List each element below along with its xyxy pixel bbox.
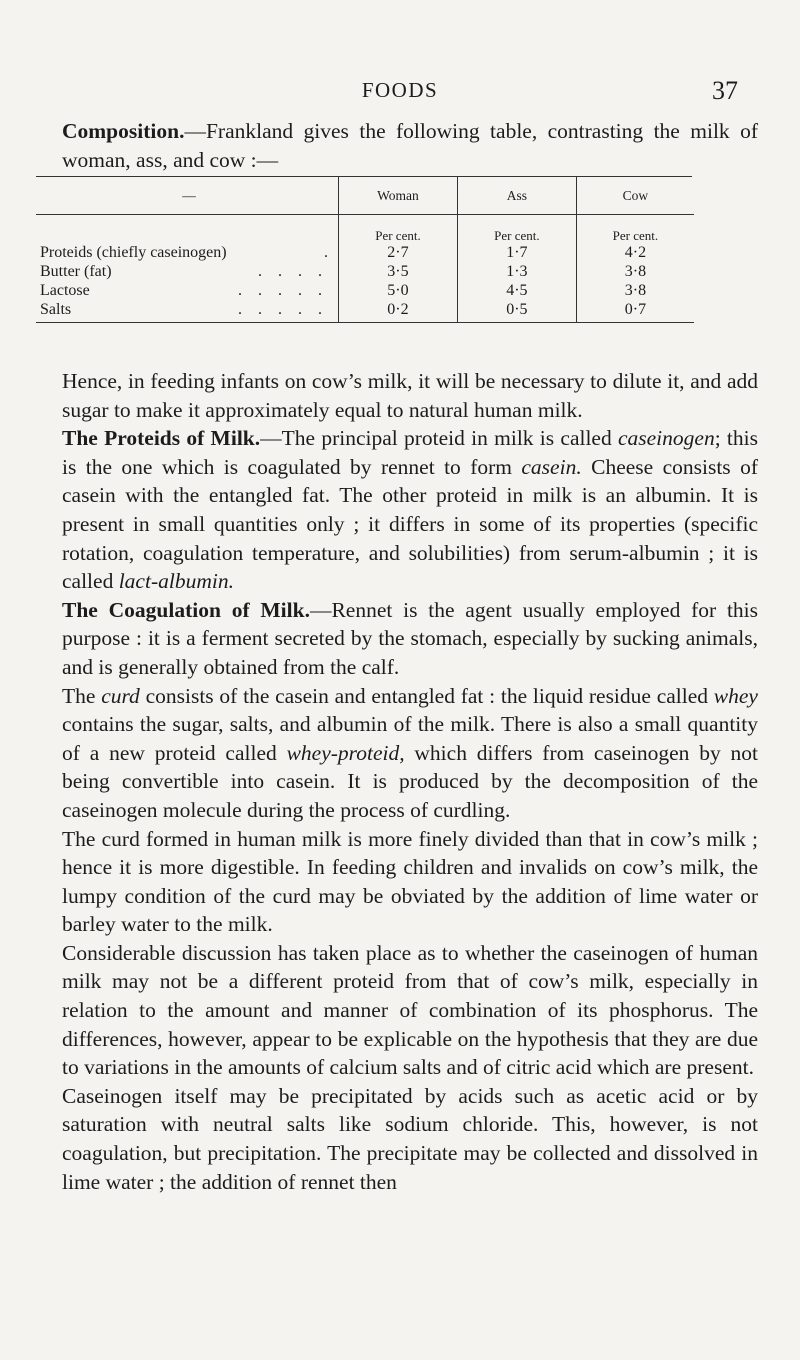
page-number: 37 [712, 76, 738, 105]
paragraph: The Proteids of Milk.—The principal proteid in milk is called caseinogen; this is the one which is coagulated by rennet to form casein. Cheese consists of casein with the entangled fat. The other proteid in milk is an albumin. It is present in small quantities only ; it differs in some of its properties (specific rotation, coagulation temperature, and solubilities) from serum-albumin ; it is called lact-albumin. [62, 426, 758, 594]
row-leader: . . . . [258, 263, 328, 280]
row-label: Salts [40, 301, 72, 318]
table-row [36, 281, 694, 300]
paragraph: The curd formed in human milk is more finely divided than that in cow’s milk ; hence it is more digestible. In feeding children and invalids on cow’s milk, the lumpy condition of the curd may be obviated by the addition of lime water or barley water to the milk. [62, 826, 758, 937]
table-row [36, 300, 694, 323]
cell-woman: 5·0 [339, 281, 458, 300]
header-woman: Woman [339, 176, 458, 215]
unit-ass: Per cent. [457, 215, 576, 244]
header-cow: Cow [576, 176, 694, 215]
table-row [36, 262, 694, 281]
row-label: Proteids (chiefly caseinogen) [40, 244, 227, 261]
cell-ass: 4·5 [457, 281, 576, 300]
paragraph: Hence, in feeding infants on cow’s milk, it will be necessary to dilute it, and add sugar to make it approximately equal to natural human milk. [62, 369, 758, 422]
composition-table [36, 176, 694, 323]
running-head [0, 76, 800, 106]
unit-cow: Per cent. [576, 215, 694, 244]
paragraph: Caseinogen itself may be precipitated by acids such as acetic acid or by saturation with neutral salts like sodium chloride. This, however, is not coagulation, but precipitation. The precipitate may be collected and dissolved in lime water ; the addition of rennet then [62, 1083, 758, 1194]
body-text [62, 367, 758, 1196]
table-row [36, 243, 694, 262]
row-label: Butter (fat) [40, 263, 112, 280]
row-leader: . [324, 244, 328, 261]
intro-text: —Frankland gives the following table, contrasting the milk of woman, ass, and cow :— [62, 119, 758, 172]
intro-heading: Composition. [62, 119, 185, 143]
cell-cow: 3·8 [576, 281, 694, 300]
cell-ass: 0·5 [457, 300, 576, 323]
header-ass: Ass [457, 176, 576, 215]
section-heading: The Coagulation of Milk. [62, 597, 310, 622]
cell-woman: 2·7 [339, 243, 458, 262]
header-blank: — [36, 176, 339, 215]
unit-row [36, 215, 694, 244]
paragraph: Considerable discussion has taken place as to whether the caseinogen of human milk may not be a different proteid from that of cow’s milk, especially in relation to the amount and manner of combination of its phosphorus. The differences, however, appear to be explicable on the hypothesis that they are due to variations in the amounts of calcium salts and of citric acid which are present. [62, 940, 758, 1080]
cell-cow: 4·2 [576, 243, 694, 262]
intro-paragraph [62, 117, 758, 174]
paragraph: The curd consists of the casein and entangled fat : the liquid residue called whey contains the sugar, salts, and albumin of the milk. There is also a small quantity of a new proteid called whey-proteid, which differs from caseinogen by not being convertible into casein. It is produced by the decomposition of the caseinogen molecule during the process of curdling. [62, 683, 759, 822]
row-leader: . . . . . [238, 282, 328, 299]
cell-woman: 0·2 [339, 300, 458, 323]
cell-ass: 1·3 [457, 262, 576, 281]
cell-ass: 1·7 [457, 243, 576, 262]
cell-cow: 0·7 [576, 300, 694, 323]
row-leader: . . . . . [238, 301, 328, 318]
table-header-row [36, 176, 694, 215]
unit-woman: Per cent. [339, 215, 458, 244]
cell-woman: 3·5 [339, 262, 458, 281]
cell-cow: 3·8 [576, 262, 694, 281]
running-head-title: FOODS [361, 78, 439, 102]
section-heading: The Proteids of Milk. [62, 426, 261, 451]
paragraph: The Coagulation of Milk.—Rennet is the agent usually employed for this purpose : it is a ferment secreted by the stomach, especially by sucking animals, and is generally obtained from the calf. [62, 597, 759, 679]
row-label: Lactose [40, 282, 90, 299]
